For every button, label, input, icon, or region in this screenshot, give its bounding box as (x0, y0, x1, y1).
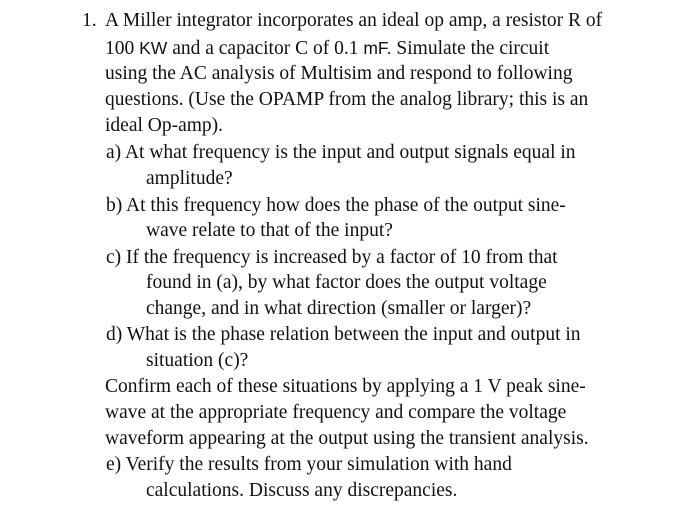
resistor-value: 100 (105, 38, 140, 59)
part-c-line-2: found in (a), by what factor does the output voltage (146, 272, 547, 293)
resistor-unit: KW (139, 38, 168, 58)
part-b-line-2: wave relate to that of the input? (146, 220, 393, 241)
part-e-line-1: e) Verify the results from your simulation with hand (106, 454, 512, 475)
capacitor-text: and a capacitor C of 0.1 (167, 38, 364, 59)
simulate-text: Simulate the circuit (391, 38, 550, 59)
part-e-line-2: calculations. Discuss any discrepancies. (146, 480, 458, 501)
part-a-line-1: a) At what frequency is the input and output signals equal in (106, 142, 576, 163)
intro-line-2 (105, 36, 549, 61)
confirm-line-1: Confirm each of these situations by applying a 1 V peak sine- (105, 376, 586, 397)
part-d-line-1: d) What is the phase relation between the input and output in (106, 324, 581, 345)
intro-line-1: A Miller integrator incorporates an ideal op amp, a resistor R of (105, 10, 603, 31)
intro-line-3: using the AC analysis of Multisim and respond to following (105, 63, 573, 84)
confirm-line-2: wave at the appropriate frequency and compare the voltage (105, 402, 567, 423)
part-c-line-3: change, and in what direction (smaller or larger)? (146, 298, 532, 319)
problem-number: 1. (82, 10, 97, 31)
capacitor-unit: mF. (363, 38, 392, 58)
part-b-line-1: b) At this frequency how does the phase of the output sine- (106, 195, 566, 216)
part-a-line-2: amplitude? (146, 168, 233, 189)
part-c-line-1: c) If the frequency is increased by a factor of 10 from that (106, 247, 558, 268)
part-d-line-2: situation (c)? (146, 350, 249, 371)
confirm-line-3: waveform appearing at the output using the transient analysis. (105, 428, 589, 449)
intro-line-5: ideal Op-amp). (105, 115, 224, 136)
intro-line-4: questions. (Use the OPAMP from the analog library; this is an (105, 89, 589, 110)
